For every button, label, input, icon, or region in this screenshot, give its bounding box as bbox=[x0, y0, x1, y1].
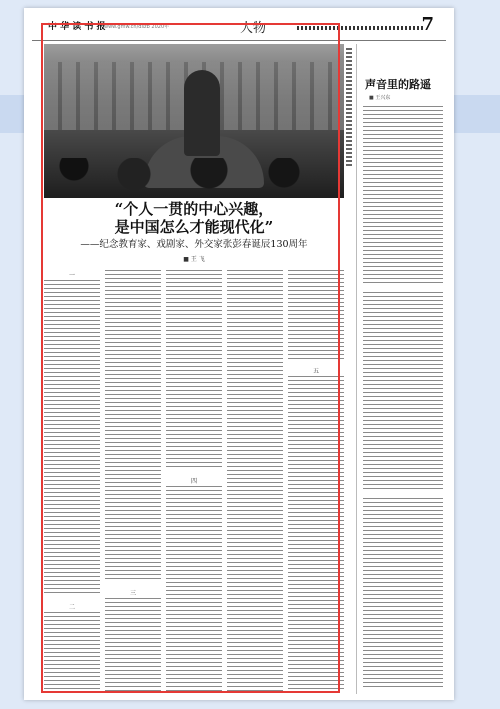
side-article bbox=[356, 44, 447, 694]
headline-line-2: 是中国怎么才能现代化” bbox=[114, 218, 274, 236]
text-block bbox=[363, 498, 443, 688]
subhead-1: 一 bbox=[68, 272, 75, 279]
headline-line-1: “个人一贯的中心兴趣， bbox=[114, 200, 274, 218]
subhead-5: 五 bbox=[312, 368, 319, 375]
photo-caption bbox=[346, 48, 352, 168]
masthead: 中 华 读 书 报 bbox=[48, 22, 106, 32]
text-block bbox=[363, 292, 443, 492]
highlight-frame bbox=[41, 23, 340, 693]
article-subtitle: ——纪念教育家、戏剧家、外交家张彭春诞辰130周年 bbox=[80, 239, 308, 250]
masthead-meta: www.gmw.cn/dszb 2020年 bbox=[104, 24, 170, 30]
subhead-4: 四 bbox=[190, 478, 197, 485]
section-title: 人物 bbox=[240, 21, 267, 36]
side-article-title: 声音里的路遥 bbox=[365, 78, 431, 91]
page-number: 7 bbox=[421, 14, 434, 35]
side-article-author: ■ 王兴东 bbox=[369, 95, 391, 101]
subhead-3: 三 bbox=[129, 590, 136, 597]
text-block bbox=[363, 106, 443, 286]
article-author: ■ 王 飞 bbox=[183, 256, 205, 263]
subhead-2: 二 bbox=[68, 604, 75, 611]
